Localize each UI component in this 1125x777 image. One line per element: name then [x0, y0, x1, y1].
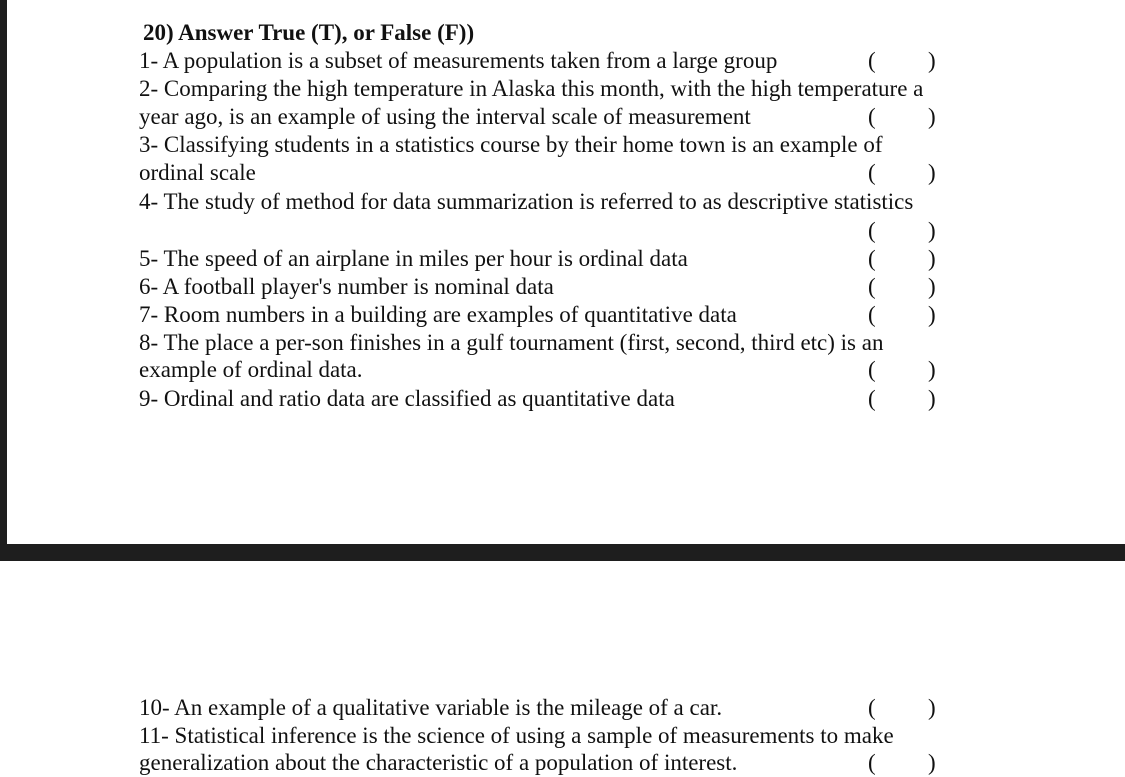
- statement-5: 5- The speed of an airplane in miles per hour is ordinal data: [139, 246, 688, 271]
- statement-9: 9- Ordinal and ratio data are classified as quantitative data: [139, 386, 675, 411]
- statement-3-line-2: ordinal scale: [139, 160, 256, 185]
- statement-4: 4- The study of method for data summarization is referred to as descriptive statistics: [139, 189, 914, 214]
- statement-8-line-1: 8- The place a per-son finishes in a gulf tournament (first, second, third etc) is an: [139, 330, 884, 355]
- statement-1: 1- A population is a subset of measurements taken from a large group: [139, 48, 778, 73]
- worksheet-page-bottom: 10- An example of a qualitative variable is the mileage of a car. ( ) 11- Statistical inference is the science of using a sample of measurements to make generalization about the characteristic of a population of interest. ( ): [0, 561, 1125, 777]
- statement-6: 6- A football player's number is nominal data: [139, 274, 554, 299]
- worksheet-page-top: 20) Answer True (T), or False (F)) 1- A population is a subset of measurements taken from a large group ( ) 2- Comparing the high temperature in Alaska this month, with the high temperature a year ago, is an example of using the interval scale of measurement ( ) 3- Classifying students in a statistics course by their home town is an example of ordinal scale ( ) 4- The study of method for data summarization is referred to as descriptive statistics ( ) 5- The speed of an airplane in miles per hour is ordinal data ( ) 6- A football player's number is nominal data ( ) 7- Room numbers in a building are examples of quantitative data ( ) 8- The place a per-son finishes in a gulf tournament (first, second, third etc) is an example of ordinal data. ( ) 9- Ordinal and ratio data are classified as quantitative data ( ): [7, 0, 1125, 544]
- statement-3-line-1: 3- Classifying students in a statistics course by their home town is an example of: [139, 132, 883, 157]
- statement-11-line-2: generalization about the characteristic of a population of interest.: [139, 750, 738, 775]
- statement-2-line-2: year ago, is an example of using the interval scale of measurement: [139, 104, 751, 129]
- statement-7: 7- Room numbers in a building are examples of quantitative data: [139, 302, 737, 327]
- question-header: 20) Answer True (T), or False (F)): [143, 20, 475, 45]
- statement-10: 10- An example of a qualitative variable is the mileage of a car.: [139, 695, 723, 720]
- statement-11-line-1: 11- Statistical inference is the science of using a sample of measurements to make: [139, 723, 894, 748]
- statement-2-line-1: 2- Comparing the high temperature in Alaska this month, with the high temperature a: [139, 76, 924, 101]
- statement-8-line-2: example of ordinal data.: [139, 357, 363, 382]
